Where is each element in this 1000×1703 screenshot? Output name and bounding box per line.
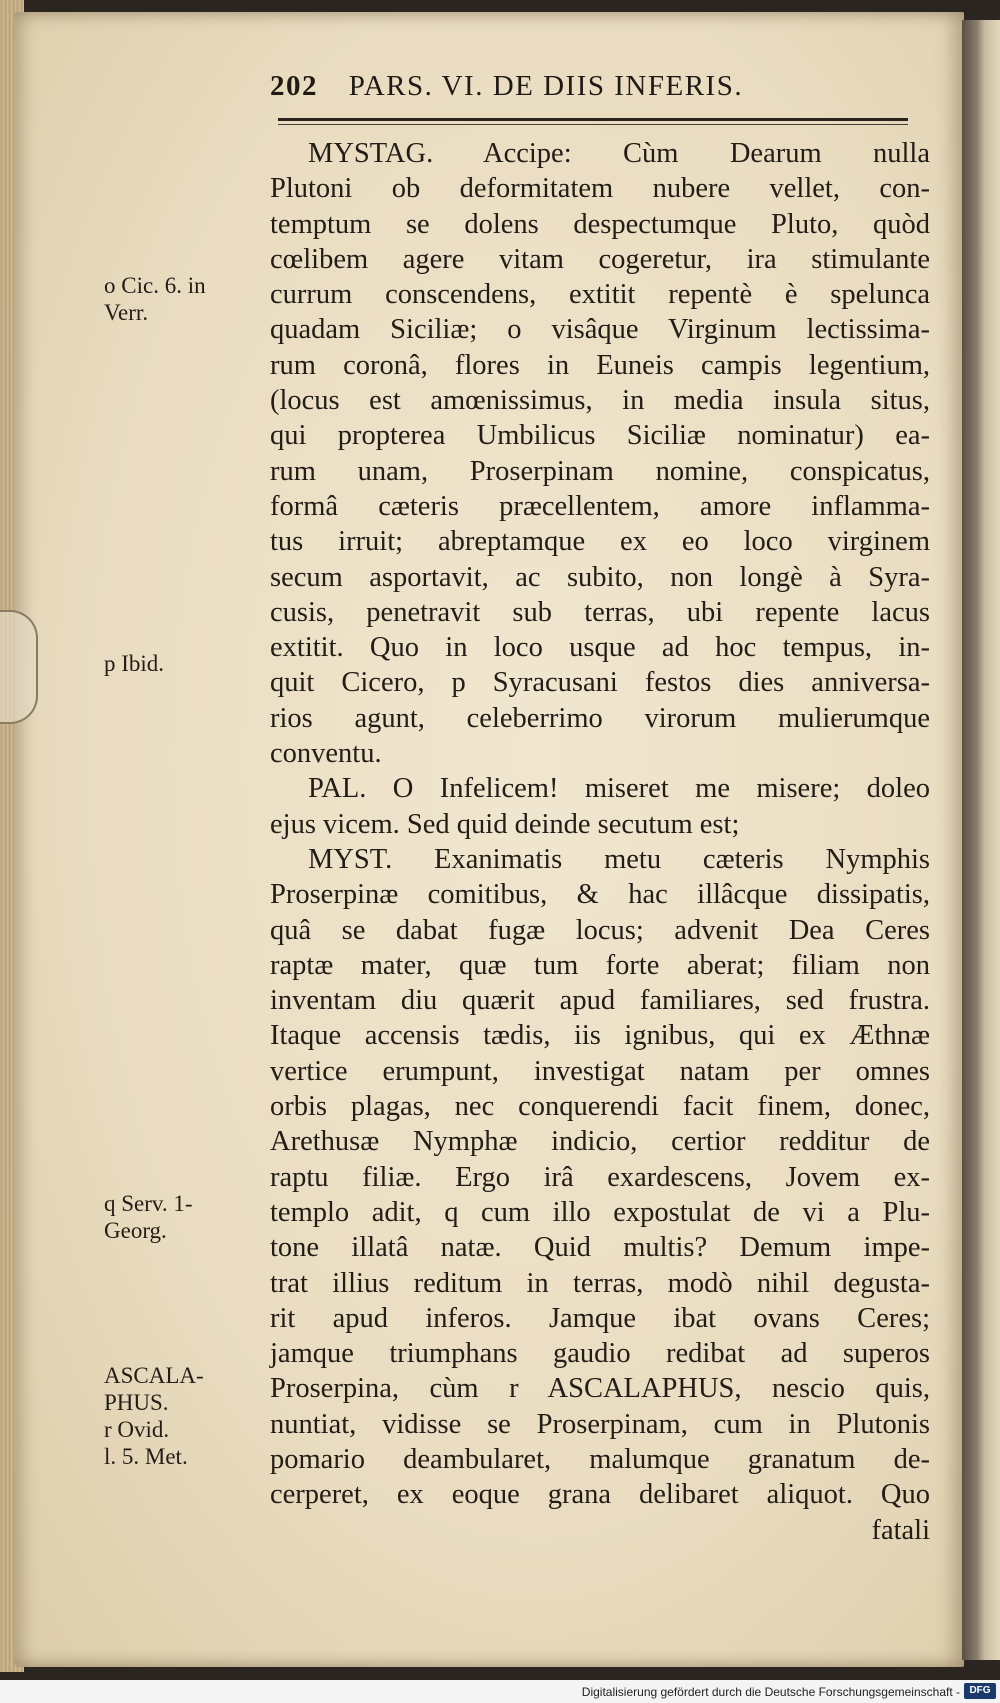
margin-note-line: ASCALA- [104, 1363, 204, 1388]
text-line: conventu. [270, 738, 382, 770]
text-line: cœlibem agere vitam cogeretur, ira stimulante [270, 243, 930, 275]
dfg-logo: DFG [964, 1683, 996, 1699]
margin-note-line: r Ovid. [104, 1417, 170, 1442]
running-title: PARS. VI. DE DIIS INFERIS. [348, 70, 744, 102]
text-line: formâ cæteris præcellentem, amore inflamma- [270, 490, 930, 522]
text-line: pomario deambularet, malumque granatum de- [270, 1443, 930, 1475]
margin-note-line: p Ibid. [104, 651, 165, 676]
margin-note-line: PHUS. [104, 1390, 169, 1415]
catchword: fatali [871, 1514, 930, 1546]
page-number: 202 [270, 70, 318, 102]
text-line: temptum se dolens despectumque Pluto, quòd [270, 208, 930, 240]
text-line: vertice erumpunt, investigat natam per omnes [270, 1055, 930, 1087]
footer-credit: Digitalisierung gefördert durch die Deutsche Forschungsgemeinschaft - [581, 1685, 960, 1699]
page-clip-mark [0, 610, 38, 724]
text-line: Itaque accensis tædis, iis ignibus, qui ex Æthnæ [270, 1020, 930, 1052]
text-line: PAL. O Infelicem! miseret me misere; doleo [308, 773, 930, 805]
text-line: raptu filiæ. Ergo irâ exardescens, Jovem ex- [270, 1161, 930, 1193]
running-head [270, 70, 910, 103]
text-line: quâ se dabat fugæ locus; advenit Dea Ceres [270, 914, 930, 946]
text-line: MYSTAG. Accipe: Cùm Dearum nulla [308, 138, 930, 169]
margin-note-ascalaphus [104, 1362, 204, 1470]
margin-note-line: q Serv. 1- [104, 1191, 193, 1216]
text-line: quadam Siciliæ; o visâque Virginum lectissima- [270, 314, 930, 346]
text-line: Arethusæ Nymphæ indicio, certior redditur de [270, 1126, 930, 1158]
margin-note-o [104, 272, 206, 326]
text-line: orbis plagas, nec conquerendi facit finem, donec, [270, 1091, 930, 1123]
text-line: Plutoni ob deformitatem nubere vellet, con- [270, 173, 930, 205]
text-line: templo adit, q cum illo expostulat de vi a Plu- [270, 1196, 930, 1228]
margin-note-line: Verr. [104, 300, 149, 325]
main-text [270, 136, 930, 1548]
text-line: (locus est amœnissimus, in media insula situs, [270, 385, 930, 417]
text-line: quit Cicero, p Syracusani festos dies anniversa- [270, 667, 930, 699]
header-rule-thin [278, 124, 908, 125]
digitization-footer [0, 1680, 1000, 1703]
text-line: Proserpinæ comitibus, & hac illâcque dissipatis, [270, 879, 930, 911]
margin-note-p [104, 650, 164, 677]
header-rule [278, 118, 908, 121]
margin-note-q [104, 1190, 193, 1244]
margin-note-line: Georg. [104, 1218, 167, 1243]
text-line: MYST. Exanimatis metu cæteris Nymphis [308, 843, 930, 875]
text-line: raptæ mater, quæ tum forte aberat; filiam non [270, 949, 930, 981]
text-line: Proserpina, cùm r ASCALAPHUS, nescio quis, [270, 1373, 930, 1405]
text-line: rum coronâ, flores in Euneis campis legentium, [270, 349, 930, 381]
text-line: rit apud inferos. Jamque ibat ovans Ceres; [270, 1302, 930, 1334]
text-line: jamque triumphans gaudio redibat ad superos [270, 1338, 930, 1370]
text-line: rum unam, Proserpinam nomine, conspicatus, [270, 455, 930, 487]
text-line: ejus vicem. Sed quid deinde secutum est; [270, 808, 740, 840]
text-line: secum asportavit, ac subito, non longè à Syra- [270, 561, 930, 593]
text-line: tone illatâ natæ. Quid multis? Demum impe- [270, 1232, 930, 1264]
text-line: nuntiat, vidisse se Proserpinam, cum in Plutonis [270, 1408, 930, 1440]
text-line: extitit. Quo in loco usque ad hoc tempus, in- [270, 632, 930, 664]
text-line: currum conscendens, extitit repentè è spelunca [270, 279, 930, 311]
margin-note-line: l. 5. Met. [104, 1444, 188, 1469]
text-line: trat illius reditum in terras, modò nihil degusta- [270, 1267, 930, 1299]
facing-page-edge [962, 20, 1000, 1660]
text-line: tus irruit; abreptamque ex eo loco virginem [270, 526, 930, 558]
text-line: cusis, penetravit sub terras, ubi repente lacus [270, 596, 930, 628]
margin-note-line: o Cic. 6. in [104, 273, 206, 298]
text-line: qui propterea Umbilicus Siciliæ nominatur) ea- [270, 420, 930, 452]
text-line: rios agunt, celeberrimo virorum mulierumque [270, 702, 930, 734]
text-line: inventam diu quærit apud familiares, sed frustra. [270, 985, 930, 1017]
text-line: cerperet, ex eoque grana delibaret aliquot. Quo [270, 1479, 930, 1511]
